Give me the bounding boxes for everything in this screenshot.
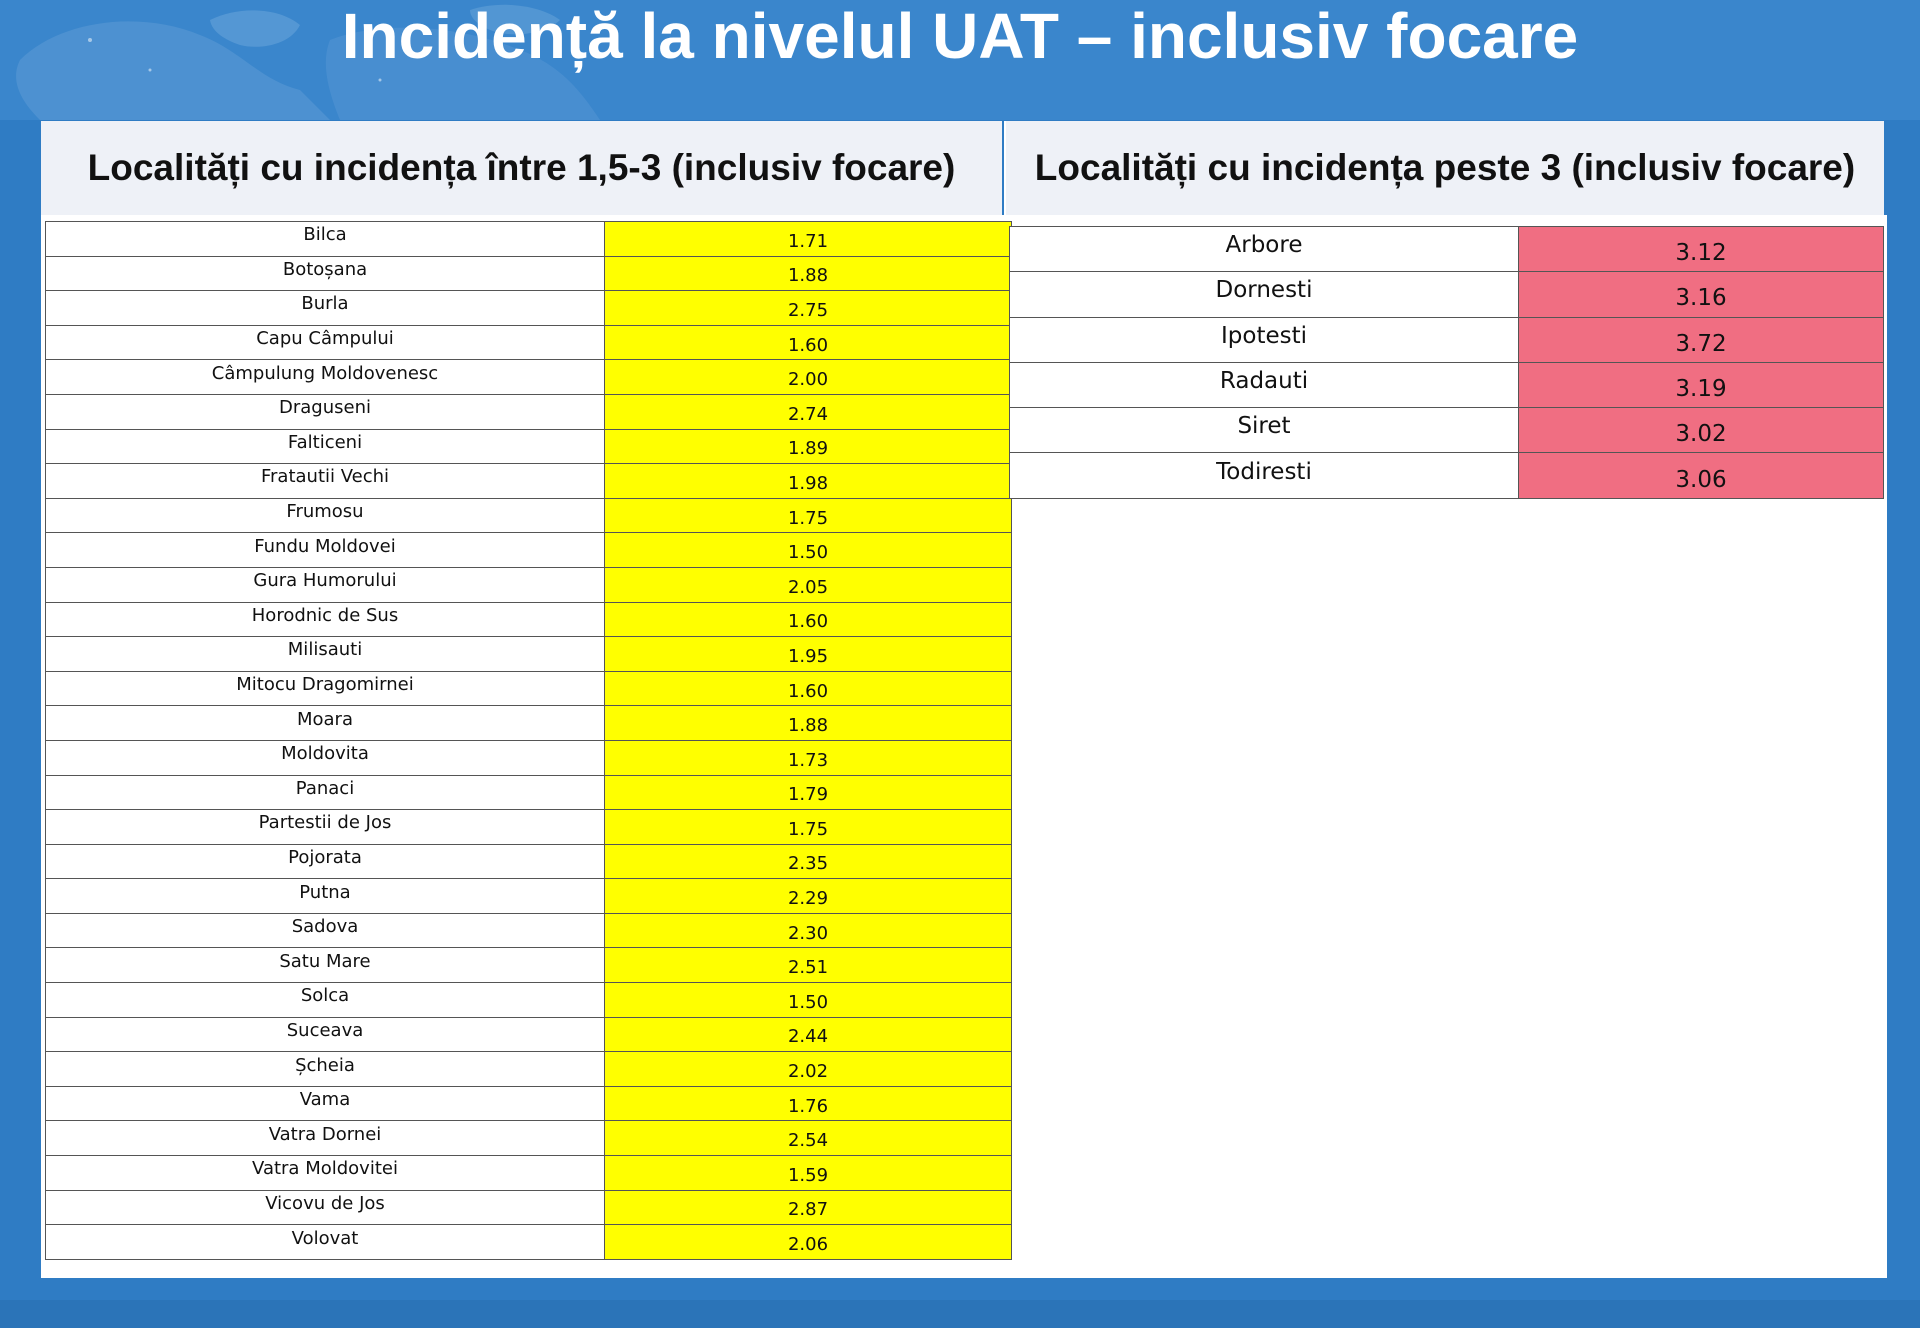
locality-name-cell (46, 879, 605, 914)
incidence-value: 3.19 (1519, 362, 1884, 407)
incidence-value: 2.05 (605, 567, 1012, 602)
table-row (46, 913, 1012, 948)
table-row (46, 1121, 1012, 1156)
table-row (46, 1017, 1012, 1052)
locality-name-cell (46, 567, 605, 602)
table-row (46, 256, 1012, 291)
table-row (46, 740, 1012, 775)
table-row (46, 291, 1012, 326)
locality-name: Putna (299, 881, 351, 903)
locality-name-cell (46, 360, 605, 395)
locality-name-cell (1010, 227, 1519, 272)
incidence-value: 1.98 (605, 464, 1012, 499)
incidence-value: 1.50 (605, 533, 1012, 568)
locality-name: Sadova (291, 916, 359, 938)
locality-name: Gura Humorului (253, 570, 397, 592)
locality-name: Fratautii Vechi (260, 466, 390, 488)
table-row (46, 1190, 1012, 1225)
locality-name-cell (46, 1156, 605, 1191)
locality-name: Vatra Moldovitei (252, 1158, 398, 1180)
locality-name: Botoșana (282, 258, 368, 280)
locality-name: Moldovita (281, 743, 369, 765)
incidence-value: 1.95 (605, 637, 1012, 672)
locality-name: Vatra Dornei (268, 1123, 382, 1145)
locality-name-cell (46, 775, 605, 810)
table-row (46, 464, 1012, 499)
incidence-value: 1.60 (605, 602, 1012, 637)
incidence-value: 3.16 (1519, 272, 1884, 317)
table-row (46, 879, 1012, 914)
locality-name-cell (46, 291, 605, 326)
locality-name-cell (46, 1225, 605, 1260)
locality-name: Falticeni (287, 431, 363, 453)
incidence-value: 1.60 (605, 325, 1012, 360)
incidence-value: 1.88 (605, 256, 1012, 291)
table-row (1010, 272, 1884, 317)
incidence-value: 2.44 (605, 1017, 1012, 1052)
incidence-value: 2.00 (605, 360, 1012, 395)
table-row (46, 671, 1012, 706)
table-row (46, 1086, 1012, 1121)
incidence-value: 3.12 (1519, 227, 1884, 272)
incidence-value: 2.75 (605, 291, 1012, 326)
locality-name: Suceava (286, 1019, 364, 1041)
incidence-value: 2.02 (605, 1052, 1012, 1087)
table-row (46, 394, 1012, 429)
incidence-value: 3.72 (1519, 317, 1884, 362)
locality-name-cell (46, 429, 605, 464)
table-row (46, 360, 1012, 395)
incidence-value: 1.60 (605, 671, 1012, 706)
incidence-value: 1.88 (605, 706, 1012, 741)
locality-name-cell (1010, 362, 1519, 407)
table-row (46, 1156, 1012, 1191)
table-row (1010, 453, 1884, 498)
locality-name: Capu Câmpului (256, 328, 394, 350)
incidence-value: 3.02 (1519, 408, 1884, 453)
locality-name: Milisauti (287, 639, 363, 661)
table-row (46, 602, 1012, 637)
incidence-value: 3.06 (1519, 453, 1884, 498)
locality-name: Șcheia (295, 1054, 355, 1076)
table-row (46, 567, 1012, 602)
locality-name-cell (46, 464, 605, 499)
table-row (46, 1052, 1012, 1087)
locality-name: Frumosu (286, 501, 364, 523)
locality-name-cell (46, 706, 605, 741)
locality-name: Burla (301, 293, 349, 315)
locality-name: Vicovu de Jos (265, 1192, 385, 1214)
locality-name: Dornesti (1215, 277, 1313, 304)
table-row (46, 1225, 1012, 1260)
locality-name: Câmpulung Moldovenesc (211, 362, 439, 384)
table-row (46, 775, 1012, 810)
table-row (1010, 408, 1884, 453)
locality-name-cell (46, 602, 605, 637)
locality-name: Fundu Moldovei (254, 535, 396, 557)
locality-name-cell (1010, 272, 1519, 317)
locality-name-cell (1010, 317, 1519, 362)
locality-name-cell (46, 1017, 605, 1052)
slide-title: Incidență la nivelul UAT – inclusiv focare (341, 0, 1579, 72)
low-incidence-table (45, 221, 1012, 1260)
locality-name: Radauti (1219, 368, 1309, 395)
incidence-value: 1.89 (605, 429, 1012, 464)
high-incidence-table (1009, 226, 1884, 499)
locality-name-cell (46, 1121, 605, 1156)
table-row (46, 844, 1012, 879)
locality-name-cell (46, 740, 605, 775)
incidence-value: 1.50 (605, 983, 1012, 1018)
table-header-low-incidence: Localități cu incidența între 1,5-3 (inclusiv focare) (41, 121, 1004, 215)
locality-name-cell (46, 256, 605, 291)
locality-name: Arbore (1225, 232, 1303, 259)
table-row (46, 706, 1012, 741)
locality-name-cell (46, 1052, 605, 1087)
locality-name: Vama (299, 1089, 351, 1111)
incidence-value: 1.71 (605, 222, 1012, 257)
incidence-value: 2.74 (605, 394, 1012, 429)
locality-name-cell (46, 1086, 605, 1121)
locality-name-cell (46, 948, 605, 983)
locality-name: Ipotesti (1220, 322, 1307, 349)
table-row (1010, 227, 1884, 272)
table-row (46, 429, 1012, 464)
incidence-value: 2.35 (605, 844, 1012, 879)
locality-name: Bilca (303, 224, 347, 246)
table-row (46, 325, 1012, 360)
locality-name: Siret (1237, 413, 1291, 440)
locality-name-cell (46, 844, 605, 879)
locality-name-cell (46, 671, 605, 706)
locality-name-cell (46, 810, 605, 845)
table-row (46, 637, 1012, 672)
incidence-value: 1.59 (605, 1156, 1012, 1191)
content-panel (41, 121, 1887, 1278)
incidence-value: 2.51 (605, 948, 1012, 983)
locality-name-cell (46, 325, 605, 360)
locality-name: Satu Mare (279, 950, 371, 972)
locality-name: Solca (300, 985, 350, 1007)
incidence-value: 1.75 (605, 498, 1012, 533)
locality-name-cell (1010, 408, 1519, 453)
incidence-value: 1.73 (605, 740, 1012, 775)
locality-name-cell (46, 983, 605, 1018)
incidence-value: 1.76 (605, 1086, 1012, 1121)
locality-name: Volovat (291, 1227, 359, 1249)
table-row (46, 810, 1012, 845)
incidence-value: 2.06 (605, 1225, 1012, 1260)
locality-name: Moara (296, 708, 353, 730)
incidence-value: 2.87 (605, 1190, 1012, 1225)
table-row (46, 498, 1012, 533)
incidence-value: 2.54 (605, 1121, 1012, 1156)
locality-name-cell (46, 1190, 605, 1225)
incidence-value: 2.30 (605, 913, 1012, 948)
locality-name: Panaci (295, 777, 355, 799)
table-header-high-incidence: Localități cu incidența peste 3 (inclusiv focare) (1006, 121, 1887, 215)
locality-name: Pojorata (288, 846, 362, 868)
locality-name-cell (46, 637, 605, 672)
locality-name-cell (46, 913, 605, 948)
table-row (1010, 317, 1884, 362)
locality-name-cell (46, 222, 605, 257)
locality-name-cell (1010, 453, 1519, 498)
incidence-value: 1.79 (605, 775, 1012, 810)
incidence-value: 2.29 (605, 879, 1012, 914)
locality-name: Mitocu Dragomirnei (236, 674, 414, 696)
locality-name: Draguseni (279, 397, 371, 419)
locality-name-cell (46, 394, 605, 429)
locality-name: Todiresti (1216, 458, 1312, 485)
table-row (46, 533, 1012, 568)
locality-name: Partestii de Jos (258, 812, 392, 834)
table-row (46, 983, 1012, 1018)
table-row (46, 948, 1012, 983)
table-row (46, 222, 1012, 257)
locality-name: Horodnic de Sus (251, 604, 399, 626)
incidence-value: 1.75 (605, 810, 1012, 845)
table-row (1010, 362, 1884, 407)
locality-name-cell (46, 498, 605, 533)
locality-name-cell (46, 533, 605, 568)
